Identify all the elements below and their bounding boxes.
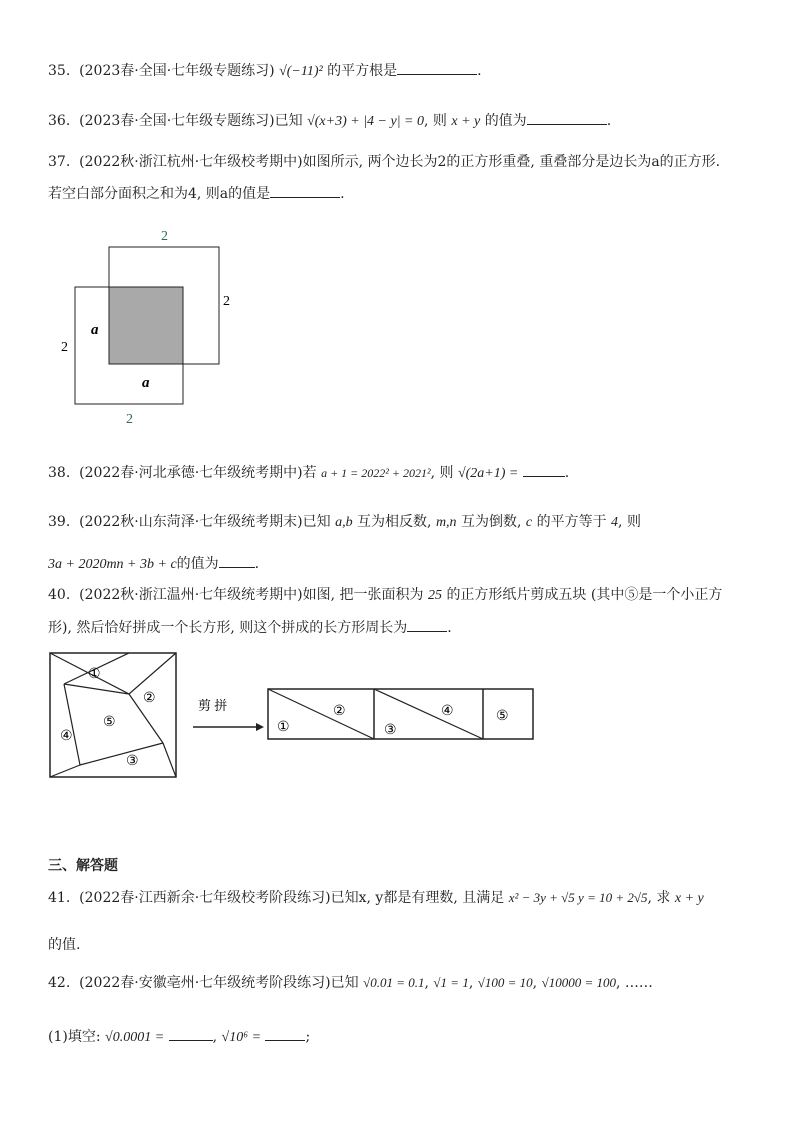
- question-number: 39.: [48, 514, 71, 530]
- rect-piece-5-label: ⑤: [496, 709, 509, 724]
- question-text: 的正方形纸片剪成五块 (其中⑤是一个小正方: [446, 587, 723, 603]
- question-text: 的值为: [176, 556, 219, 572]
- rect-piece-4-label: ④: [441, 704, 454, 719]
- math-expression: √10000 = 100: [541, 975, 616, 990]
- question-text: , 则: [618, 514, 641, 530]
- rect-piece-2-label: ②: [333, 704, 346, 719]
- label-a-bottom: a: [142, 375, 150, 391]
- answer-blank: [397, 60, 477, 75]
- rect-piece-3-label: ③: [384, 723, 397, 738]
- math-expression: x² − 3y + √5 y = 10 + 2√5: [508, 890, 648, 905]
- punctuation: .: [606, 113, 612, 129]
- math-expression: a + 1 = 2022² + 2021²: [321, 466, 431, 480]
- arrow-label: 剪 拼: [198, 698, 228, 713]
- question-source: (2022秋·浙江杭州·七年级校考期中): [79, 154, 303, 170]
- question-37-line2: [48, 183, 760, 204]
- cut-and-rearrange-figure: [48, 650, 548, 785]
- original-square: [50, 653, 176, 777]
- arrow-right-icon: [193, 723, 264, 731]
- punctuation: .: [477, 63, 482, 79]
- math-expression: √(2a+1) =: [457, 466, 519, 481]
- label-a-left: a: [91, 322, 99, 338]
- rect-piece-1-label: ①: [277, 720, 290, 735]
- ellipsis: ……: [624, 975, 653, 991]
- question-number: 36.: [48, 113, 71, 129]
- question-39: [48, 512, 760, 533]
- rearranged-rectangle: [268, 689, 533, 739]
- piece-2-label: ②: [143, 691, 156, 706]
- question-text: 的平方等于: [536, 514, 607, 530]
- answer-blank: [270, 183, 340, 198]
- question-text: 已知: [330, 975, 359, 991]
- question-source: (2023春·全国·七年级专题练习): [79, 63, 275, 79]
- question-42: 42. (2022春·安徽亳州·七年级统考阶段练习)已知 √0.01 = 0.1, √1 = 1, √100 = 10, √10000 = 100, ……: [48, 975, 653, 991]
- piece-5-label: ⑤: [103, 715, 116, 730]
- math-expression: x + y: [451, 114, 481, 129]
- question-text: 若空白部分面积之和为4, 则a的值是: [48, 186, 271, 202]
- math-expression: a,b: [335, 515, 353, 530]
- math-expression: c: [525, 515, 533, 530]
- question-37: [48, 152, 760, 172]
- question-40: [48, 585, 760, 606]
- math-expression: 4: [611, 515, 619, 530]
- question-source: (2022秋·山东菏泽·七年级统考期末): [79, 514, 303, 530]
- question-38: [48, 462, 760, 484]
- question-text: , 则: [424, 113, 447, 129]
- question-source: (2022春·安徽亳州·七年级统考阶段练习): [79, 975, 331, 991]
- label-top: 2: [161, 229, 168, 244]
- question-41-line2: [48, 935, 760, 955]
- punctuation: ;: [305, 1029, 311, 1045]
- question-source: (2022春·河北承德·七年级统考期中): [79, 465, 303, 481]
- math-expression: x + y: [674, 891, 704, 906]
- math-expression: √1 = 1: [433, 975, 469, 990]
- overlap-square: [109, 287, 183, 364]
- piece-3-label: ③: [126, 754, 139, 769]
- question-number: 41.: [48, 890, 71, 906]
- answer-blank: [527, 110, 607, 125]
- question-42-part1: (1)填空: √0.0001 = , √10⁶ = ;: [48, 1026, 760, 1048]
- question-number: 38.: [48, 465, 71, 481]
- question-number: 40.: [48, 587, 71, 603]
- question-number: 42.: [48, 975, 71, 991]
- overlapping-squares-figure: [55, 225, 255, 430]
- question-source: (2023春·全国·七年级专题练习): [79, 113, 275, 129]
- math-expression: √(x+3) + |4 − y| = 0: [307, 114, 424, 129]
- question-36: [48, 110, 760, 132]
- question-text: , 则: [430, 465, 454, 481]
- question-39-line2: [48, 553, 760, 575]
- question-40-line2: [48, 617, 760, 638]
- label-bottom: 2: [126, 412, 133, 427]
- question-text: 互为相反数,: [357, 514, 432, 530]
- question-source: (2022春·江西新余·七年级校考阶段练习): [79, 890, 331, 906]
- piece-1-label: ①: [88, 667, 101, 682]
- punctuation: .: [447, 620, 452, 636]
- punctuation: .: [340, 186, 345, 202]
- math-expression: √10⁶ =: [221, 1030, 262, 1045]
- label-left: 2: [61, 340, 68, 355]
- question-number: 35.: [48, 63, 71, 79]
- question-number: 37.: [48, 154, 71, 170]
- question-text: 的值为: [484, 113, 527, 129]
- punctuation: .: [564, 465, 570, 481]
- answer-blank: [219, 553, 255, 568]
- math-expression: √(−11)²: [279, 64, 323, 79]
- answer-blank: [523, 462, 565, 477]
- question-text: 如图, 把一张面积为: [302, 587, 424, 603]
- math-expression: √100 = 10: [477, 975, 533, 990]
- question-text: 已知x, y都是有理数, 且满足: [330, 890, 505, 906]
- math-expression: m,n: [435, 515, 457, 530]
- question-text: , 求: [647, 890, 671, 906]
- question-text: 如图所示, 两个边长为2的正方形重叠, 重叠部分是边长为a的正方形.: [302, 154, 721, 170]
- question-text: 已知: [302, 514, 331, 530]
- math-expression: 3a + 2020mn + 3b + c: [48, 557, 177, 572]
- question-text: 形), 然后恰好拼成一个长方形, 则这个拼成的长方形周长为: [48, 620, 408, 636]
- answer-blank: [407, 617, 447, 632]
- question-text: 互为倒数,: [461, 514, 522, 530]
- question-text: 的值.: [48, 937, 81, 953]
- question-text: 已知: [274, 113, 303, 129]
- answer-blank: [169, 1026, 213, 1041]
- question-text: (1)填空:: [48, 1029, 101, 1045]
- question-source: (2022秋·浙江温州·七年级统考期中): [79, 587, 303, 603]
- math-expression: 25: [427, 588, 442, 603]
- label-right: 2: [223, 294, 230, 309]
- section-title: 三、解答题: [48, 858, 118, 874]
- piece-4-label: ④: [60, 729, 73, 744]
- math-expression: √0.01 = 0.1: [363, 975, 425, 990]
- question-41: [48, 888, 760, 909]
- answer-blank: [265, 1026, 305, 1041]
- math-expression: √0.0001 =: [105, 1030, 165, 1045]
- question-text: 若: [302, 465, 317, 481]
- question-35: [48, 60, 760, 82]
- punctuation: .: [254, 556, 260, 572]
- question-text: 的平方根是: [327, 63, 398, 79]
